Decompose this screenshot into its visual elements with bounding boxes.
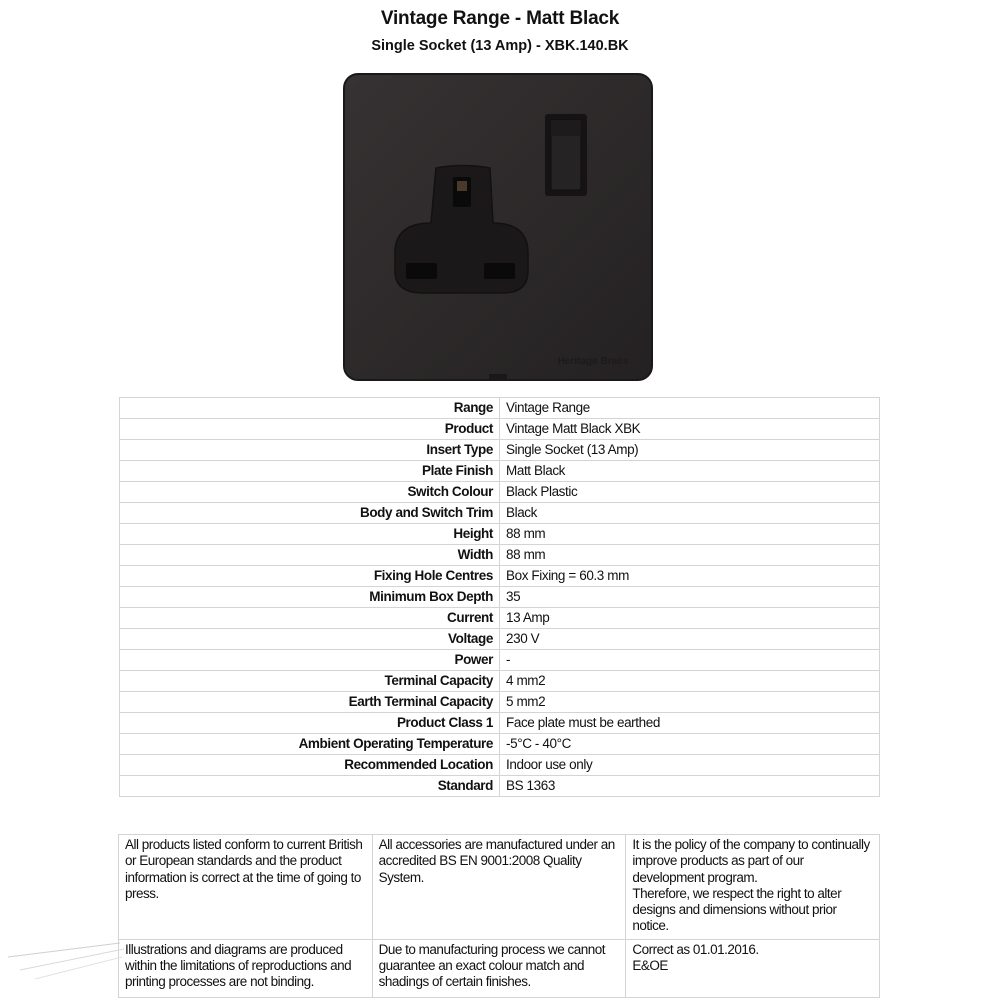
spec-label: Recommended Location — [120, 755, 500, 776]
spec-value: 5 mm2 — [500, 692, 880, 713]
product-image — [343, 73, 653, 381]
spec-value: Box Fixing = 60.3 mm — [500, 566, 880, 587]
note-accessories — [372, 835, 626, 940]
spec-row — [120, 440, 880, 461]
spec-label: Standard — [120, 776, 500, 797]
note-eoe-text: E&OE — [632, 958, 668, 974]
spec-label: Earth Terminal Capacity — [120, 692, 500, 713]
spec-row — [120, 734, 880, 755]
spec-row — [120, 608, 880, 629]
spec-value: - — [500, 650, 880, 671]
spec-label: Product Class 1 — [120, 713, 500, 734]
spec-row — [120, 482, 880, 503]
spec-row — [120, 692, 880, 713]
note-accessories-text: All accessories are manufactured under an accredited BS EN 9001:2008 Quality System. — [378, 837, 615, 885]
spec-row — [120, 545, 880, 566]
spec-value: BS 1363 — [500, 776, 880, 797]
spec-row — [120, 503, 880, 524]
spec-value: 88 mm — [500, 545, 880, 566]
spec-label: Product — [120, 419, 500, 440]
spec-row — [120, 776, 880, 797]
spec-value: 35 — [500, 587, 880, 608]
spec-label: Voltage — [120, 629, 500, 650]
spec-value: 13 Amp — [500, 608, 880, 629]
spec-label: Switch Colour — [120, 482, 500, 503]
brand-mark: Heritage Brass — [557, 356, 629, 367]
note-illustrations-text: Illustrations and diagrams are produced within the limitations of reproductions and printing processes are not binding. — [125, 941, 352, 990]
notes-table — [118, 834, 880, 998]
earth-shutter — [457, 181, 467, 191]
spec-row — [120, 650, 880, 671]
spec-label: Terminal Capacity — [120, 671, 500, 692]
spec-table — [119, 397, 880, 797]
note-manufacturing-text: Due to manufacturing process we cannot guarantee an exact colour match and shadings of certain finishes. — [378, 941, 606, 990]
spec-row — [120, 398, 880, 419]
spec-label: Body and Switch Trim — [120, 503, 500, 524]
spec-value: Face plate must be earthed — [500, 713, 880, 734]
spec-row — [120, 461, 880, 482]
spec-label: Current — [120, 608, 500, 629]
spec-label: Width — [120, 545, 500, 566]
spec-value: Matt Black — [500, 461, 880, 482]
spec-label: Fixing Hole Centres — [120, 566, 500, 587]
note-correct-as-text: Correct as 01.01.2016. — [632, 941, 759, 957]
spec-row — [120, 419, 880, 440]
spec-value: 230 V — [500, 629, 880, 650]
note-policy — [626, 835, 880, 940]
spec-row — [120, 629, 880, 650]
spec-row — [120, 524, 880, 545]
note-correct-as — [626, 939, 880, 997]
note-standards — [119, 835, 373, 940]
spec-row — [120, 671, 880, 692]
plate-bottom-tab — [489, 374, 507, 379]
spec-value: Vintage Matt Black XBK — [500, 419, 880, 440]
spec-value: 4 mm2 — [500, 671, 880, 692]
page-title: Vintage Range - Matt Black — [380, 8, 620, 29]
spec-label: Power — [120, 650, 500, 671]
spec-row — [120, 713, 880, 734]
spec-value: -5°C - 40°C — [500, 734, 880, 755]
decorative-swoosh — [0, 935, 130, 995]
spec-value: 88 mm — [500, 524, 880, 545]
note-policy-text-2: Therefore, we respect the right to alter designs and dimensions without prior notice. — [632, 885, 842, 934]
spec-label: Range — [120, 398, 500, 419]
note-manufacturing — [372, 939, 626, 997]
note-illustrations — [119, 939, 373, 997]
spec-label: Minimum Box Depth — [120, 587, 500, 608]
switch-rocker-top — [551, 120, 581, 136]
spec-value: Single Socket (13 Amp) — [500, 440, 880, 461]
note-policy-text-1: It is the policy of the company to continually improve products as part of our development program. — [632, 837, 870, 885]
spec-value: Indoor use only — [500, 755, 880, 776]
note-standards-text: All products listed conform to current British or European standards and the product information is correct at the time of going to press. — [125, 837, 363, 901]
spec-label: Height — [120, 524, 500, 545]
spec-row — [120, 566, 880, 587]
live-pin-slot — [406, 263, 437, 279]
spec-label: Insert Type — [120, 440, 500, 461]
spec-value: Black Plastic — [500, 482, 880, 503]
spec-row — [120, 755, 880, 776]
socket-illustration — [343, 73, 653, 381]
spec-value: Black — [500, 503, 880, 524]
spec-label: Plate Finish — [120, 461, 500, 482]
spec-label: Ambient Operating Temperature — [120, 734, 500, 755]
spec-value: Vintage Range — [500, 398, 880, 419]
spec-row — [120, 587, 880, 608]
neutral-pin-slot — [484, 263, 515, 279]
page-subtitle: Single Socket (13 Amp) - XBK.140.BK — [371, 38, 629, 54]
